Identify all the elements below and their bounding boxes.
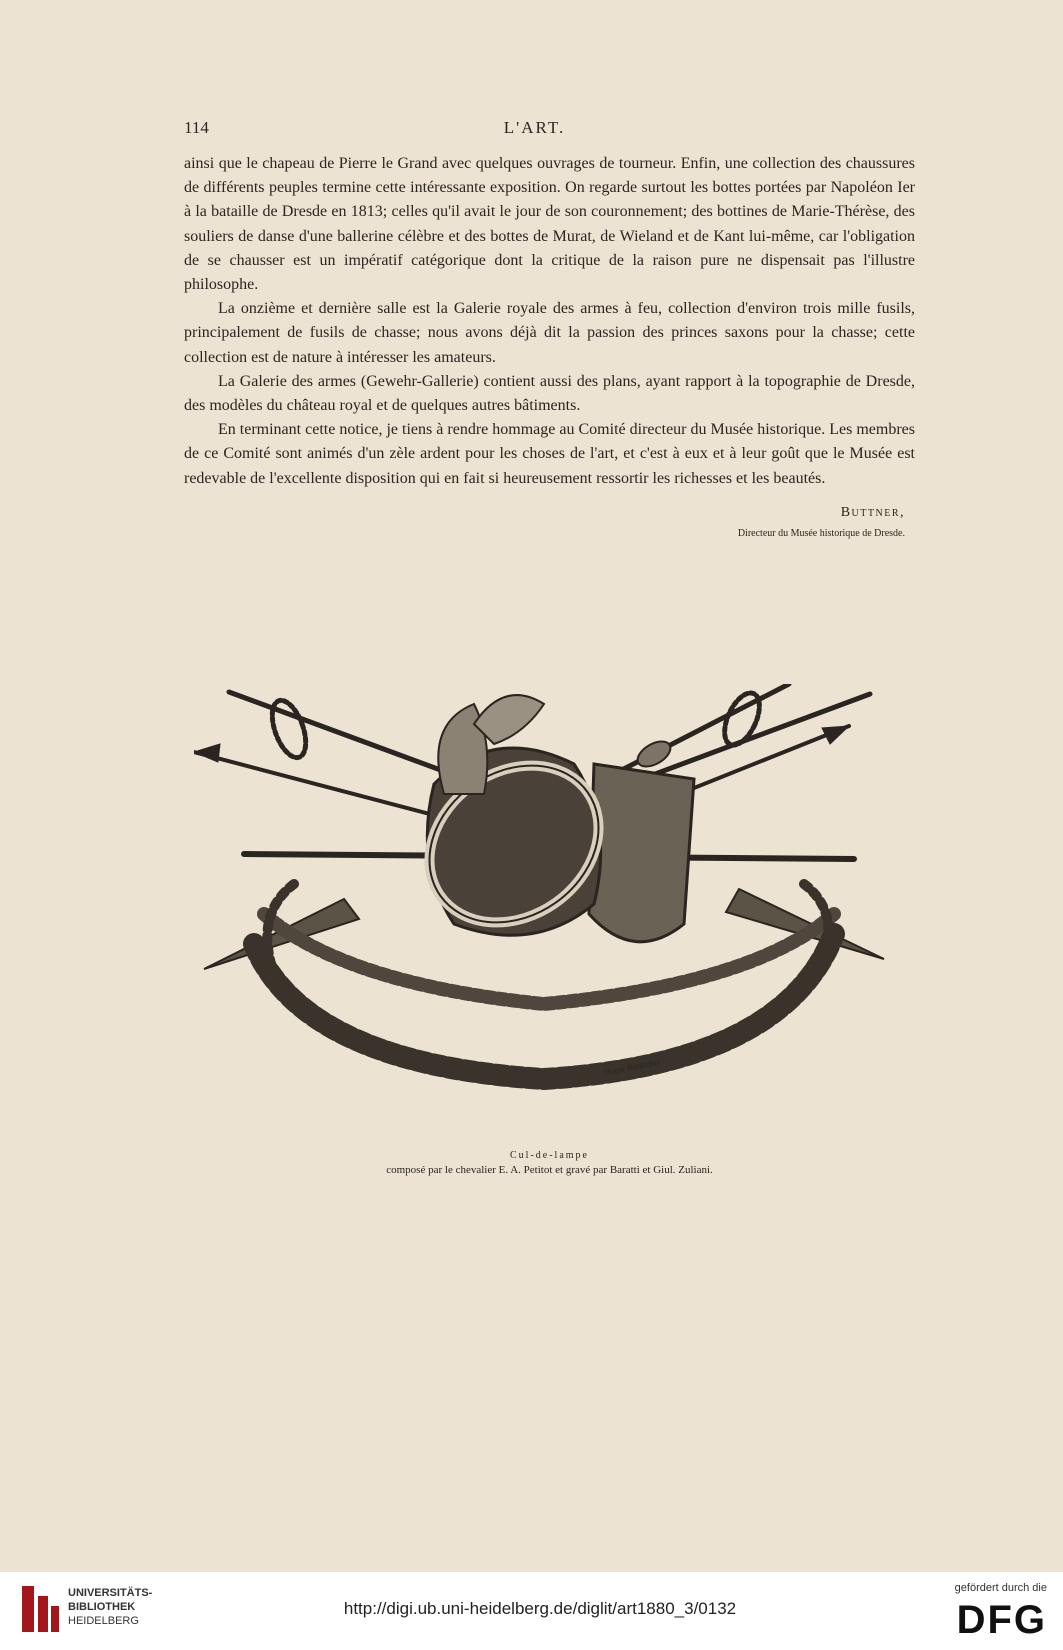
- digitization-footer: [0, 1572, 1063, 1650]
- paragraph: En terminant cette notice, je tiens à rendre hommage au Comité directeur du Musée historique. Les membres de ce Comité sont animés d'un zèle ardent pour les choses de l'art, et c'est à eux et à leur goût que le Musée est redevable de l'excellente disposition qui en fait si heureusement ressortir les richesses et les beautés.: [184, 421, 915, 487]
- spear-head: [194, 744, 220, 762]
- library-line: UNIVERSITÄTS-: [68, 1587, 153, 1599]
- heidelberg-library-logo-icon: [18, 1582, 62, 1636]
- sponsor-label: gefördert durch die: [954, 1582, 1047, 1594]
- permalink-url[interactable]: http://digi.ub.uni-heidelberg.de/diglit/art1880_3/0132: [343, 1599, 737, 1618]
- figure-caption: [184, 1150, 915, 1176]
- laurel-wreath: [266, 696, 313, 762]
- running-title: L'ART.: [503, 118, 566, 137]
- author-signature: [540, 505, 905, 539]
- dfg-logo: DFG: [956, 1598, 1047, 1642]
- mace-head: [633, 736, 674, 771]
- caption-credit: composé par le chevalier E. A. Petitot et gravé par Baratti et Giul. Zuliani.: [386, 1164, 713, 1176]
- spear-head: [822, 726, 849, 744]
- page-header: [184, 118, 885, 144]
- library-line: HEIDELBERG: [68, 1615, 139, 1627]
- library-line: BIBLIOTHEK: [68, 1601, 136, 1613]
- caption-title: Cul-de-lampe: [510, 1150, 589, 1161]
- engraver-signature: Victor Bonnefoy: [602, 1056, 662, 1078]
- article-body: [184, 152, 915, 491]
- laurel-wreath: [717, 688, 766, 751]
- page-number: 114: [184, 118, 209, 137]
- paragraph: La Galerie des armes (Gewehr-Gallerie) contient aussi des plans, ayant rapport à la topographie de Dresde, des modèles du château royal et de quelques autres bâtiments.: [184, 372, 915, 415]
- paragraph: La onzième et dernière salle est la Galerie royale des armes à feu, collection d'environ trois mille fusils, principalement de fusils de chasse; nous avons déjà dit la passion des princes saxons pour la chasse; cette collection est de nature à intéresser les amateurs.: [184, 300, 915, 366]
- author-role: Directeur du Musée historique de Dresde.: [737, 528, 905, 539]
- library-name: [68, 1586, 152, 1628]
- author-name: Buttner,: [840, 505, 905, 520]
- shield: [589, 764, 694, 942]
- paragraph: ainsi que le chapeau de Pierre le Grand avec quelques ouvrages de tourneur. Enfin, une collection des chaussures de différents peuples termine cette intéressante exposition. On regarde surtout les bottes portées par Napoléon Ier à la bataille de Dresde en 1813; celles qu'il avait le jour de son couronnement; des bottines de Marie-Thérèse, des souliers de danse d'une ballerine célèbre et des bottes de Murat, de Wieland et de Kant lui-même, car l'obligation de se chausser est un impératif catégorique dont la critique de la raison pure ne dispensait pas l'illustre philosophe.: [184, 155, 915, 294]
- cul-de-lampe-engraving: [194, 684, 906, 1144]
- quiver-right: [726, 889, 884, 959]
